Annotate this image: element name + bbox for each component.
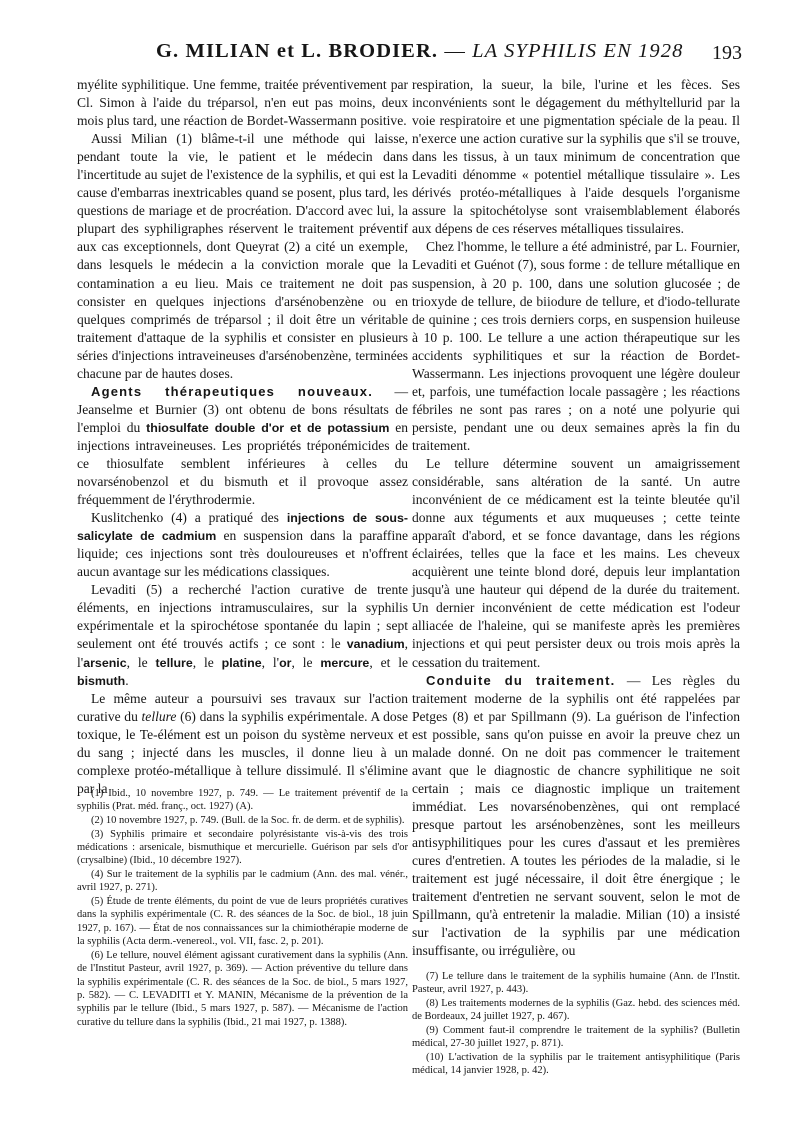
bold-term: tellure: [155, 655, 193, 670]
paragraph: Aussi Milian (1) blâme-t-il une méthode qui laisse, pendant toute la vie, le patient et le médecin dans l'incertitude au sujet de l'existence de la syphilis, et qui est la cause d'embarras inextricables quand se posent, plus tard, les questions de mariage et de procréation. D'accord avec lui, la plupart des syphiligraphes réservent le traitement préventif aux cas exceptionnels, dont Queyrat (2) a cité un exemple, dans lesquels le médecin a la conviction morale que la contamination a eu lieu. Mais ce traitement ne doit pas consister en quelques injections d'arsénobenzène ou en quelques comprimés de tréparsol ; il doit être un véritable traitement d'attaque de la syphilis et consister en plusieurs séries d'injections intraveineuses d'arsénobenzène, terminées chacune par de hautes doses.: [77, 131, 408, 381]
right-footnotes: [412, 970, 740, 1078]
bold-term: vanadium: [346, 637, 405, 652]
footnote: (9) Comment faut-il comprendre le traitement de la syphilis? (Bulletin médical, 27-30 juillet 1927, p. 871).: [412, 1025, 740, 1050]
bold-term: arsenic: [83, 655, 127, 670]
footnote: (10) L'activation de la syphilis par le traitement antisyphilitique (Paris médical, 14 janvier 1928, p. 42).: [412, 1052, 740, 1077]
header-authors: G. MILIAN et L. BRODIER.: [156, 40, 439, 62]
page-number: 193: [712, 42, 742, 64]
paragraph: Conduite du traitement. — Les règles du traitement moderne de la syphilis ont été rappelées par Petges (8) et par Spillmann (9). La guérison de l'infection est possible, sans qu'on puisse en avoir la preuve chez un malade donné. On ne doit pas commencer le traitement avant que le diagnostic de chancre syphilitique ne soit certain ; mais ce diagnostic implique un traitement immédiat. Les novarsénobenzènes, qui ont remplacé presque partout les arsénobenzènes, sont les meilleurs antisyphilitiques pour les cures d'assaut et les premières cures d'entretien. A toutes les périodes de la maladie, si le traitement est jugé nécessaire, il doit être énergique ; le traitement d'entretien ne servant souvent, selon le mot de Spillmann, qu'à entretenir la maladie. Milian (10) a insisté sur l'activation de la syphilis par une médication insuffisante, ou irrégulière, ou: [412, 672, 740, 959]
bold-term: injections de sous-salicylate de cadmium: [77, 511, 408, 544]
bold-term: thiosulfate double d'or et de potassium: [146, 420, 390, 435]
paragraph: Chez l'homme, le tellure a été administré, par L. Fournier, Levaditi et Guénot (7), sous forme : de tellure métallique en suspension, à 20 p. 100, dans une solution glucosée ; de trioxyde de tellure, de biiodure de tellure, et d'iodo-tellurate de quinine ; ces trois derniers corps, en suspension huileuse à 10 p. 100. Le tellure a une action thérapeutique sur les accidents syphilitiques et sur la réaction de Bordet-Wassermann. Les injections provoquent une légère douleur et, parfois, une tuméfaction locale passagère ; les réactions fébriles ne sont pas rares ; on a noté une polyurie qui persiste, pendant une ou deux semaines après la fin du traitement.: [412, 239, 740, 453]
running-header: [60, 40, 742, 74]
bold-term: or: [279, 655, 292, 670]
left-column: [77, 76, 408, 798]
paragraph: Le même auteur a poursuivi ses travaux sur l'action curative du tellure (6) dans la syphilis expérimentale. A dose toxique, le Te-élément est un poison du système nerveux et du sang ; injecté dans les muscles, il donne lieu à un complexe protéo-métallique à tellure dissimulé. Il s'élimine par la: [77, 690, 408, 796]
paragraph: Le tellure détermine souvent un amaigrissement considérable, sans altération de la santé. Un autre inconvénient de ce médicament est la teinte bleutée qu'il donne aux téguments et aux muqueuses ; cette teinte apparaît d'abord, et se fonce davantage, dans les régions éclairées, telles que la face et les mains. Les cheveux acquièrent une teinte blond doré, depuis leur implantation jusqu'à une hauteur qui dépend de la durée du traitement. Un dernier inconvénient de cette médication est l'odeur alliacée de l'haleine, qui se manifeste après les premières injections et qui peut persister deux ou trois mois après la cessation du traitement.: [412, 455, 740, 670]
right-column: [412, 76, 740, 960]
footnote: (8) Les traitements modernes de la syphilis (Gaz. hebd. des sciences méd. de Bordeaux, 24 juillet 1927, p. 467).: [412, 998, 740, 1023]
bold-term: mercure: [320, 655, 370, 670]
bold-term: platine: [221, 655, 262, 670]
running-title: [156, 40, 683, 63]
paragraph: Levaditi (5) a recherché l'action curative de trente éléments, en injections intramusculaires, sur la syphilis expérimentale et la spirochétose spontanée du lapin ; sept seulement ont été trouvés actifs ; ce sont : le vanadium, l'arsenic, le tellure, le platine, l'or, le mercure, et le bismuth.: [77, 582, 409, 688]
header-title: LA SYPHILIS EN 1928: [472, 40, 684, 62]
footnote: (7) Le tellure dans le traitement de la syphilis humaine (Ann. de l'Instit. Pasteur, avril 1927, p. 443).: [412, 971, 740, 996]
left-footnotes: [77, 787, 408, 1029]
footnote: (2) 10 novembre 1927, p. 749. (Bull. de la Soc. fr. de derm. et de syphilis).: [91, 815, 405, 826]
footnote: (6) Le tellure, nouvel élément agissant curativement dans la syphilis (Ann. de l'Institut Pasteur, avril 1927, p. 369). — Action préventive du tellure dans la syphilis expérimentale (C. R. des séances de la Soc. de biol., 5 mars 1927, p. 582). — C. LEVADITI et Y. MANIN, Mécanisme de la prévention de la syphilis par le tellure (Ibid., 5 mars 1927, p. 587). — Mécanisme de l'action curative du tellure dans la syphilis (Ibid., 21 mai 1927, p. 1388).: [77, 949, 408, 1028]
footnote: (4) Sur le traitement de la syphilis par le cadmium (Ann. des mal. vénér., avril 1927, p. 271).: [77, 869, 408, 894]
footnote: (1) Ibid., 10 novembre 1927, p. 749. — Le traitement préventif de la syphilis (Prat. méd. franç., oct. 1927) (A).: [77, 788, 408, 813]
section-heading: Conduite du traitement.: [426, 672, 616, 688]
section-heading: Agents thérapeutiques nouveaux.: [91, 383, 374, 399]
footnote: (5) Étude de trente éléments, du point de vue de leurs propriétés curatives dans la syphilis expérimentale (C. R. des séances de la Soc. de biol., 18 juin 1927, p. 167). — État de nos connaissances sur la chimiothérapie moderne de la syphilis (Acta derm.-venereol., vol. VII, fasc. 2, p. 201).: [77, 896, 408, 948]
paragraph: Kuslitchenko (4) a pratiqué des injections de sous-salicylate de cadmium en suspension dans la paraffine liquide; ces injections sont très douloureuses et n'offrent aucun avantage sur les médications classiques.: [77, 510, 408, 580]
header-dash: —: [438, 40, 473, 62]
paragraph: respiration, la sueur, la bile, l'urine et les fèces. Ses inconvénients sont le dégagement du méthyltellurid par la voie respiratoire et une pigmentation spéciale de la peau. Il n'exerce une action curative sur la syphilis que s'il se trouve, dans les tissus, à un taux minimum de concentration que Levaditi dénomme « potentiel métallique tissulaire ». Les dérivés protéo-métalliques à l'aide desquels l'organisme assure la spitochétolyse sont vraisemblablement élaborés aux dépens de ces réserves métalliques tissulaires.: [412, 77, 740, 237]
italic-term: tellure: [141, 708, 177, 724]
footnote: (3) Syphilis primaire et secondaire polyrésistante vis-à-vis des trois médications : arsenicale, bismuthique et mercurielle. Guérison par sels d'or (crysalbine) (Ibid., 10 décembre 1927).: [77, 828, 408, 867]
bold-term: bismuth: [77, 673, 126, 688]
paragraph: Agents thérapeutiques nouveaux. — Jeanselme et Burnier (3) ont obtenu de bons résultats de l'emploi du thiosulfate double d'or et de potassium en injections intraveineuses. Les propriétés tréponémicides de ce thiosulfate semblent inférieures à celles du novarsénobenzol et du bismuth et il provoque assez fréquemment de l'érythrodermie.: [77, 383, 408, 508]
paragraph: myélite syphilitique. Une femme, traitée préventivement par Cl. Simon à l'aide du tréparsol, n'en eut pas moins, deux mois plus tard, une réaction de Bordet-Wassermann positive.: [77, 77, 408, 129]
